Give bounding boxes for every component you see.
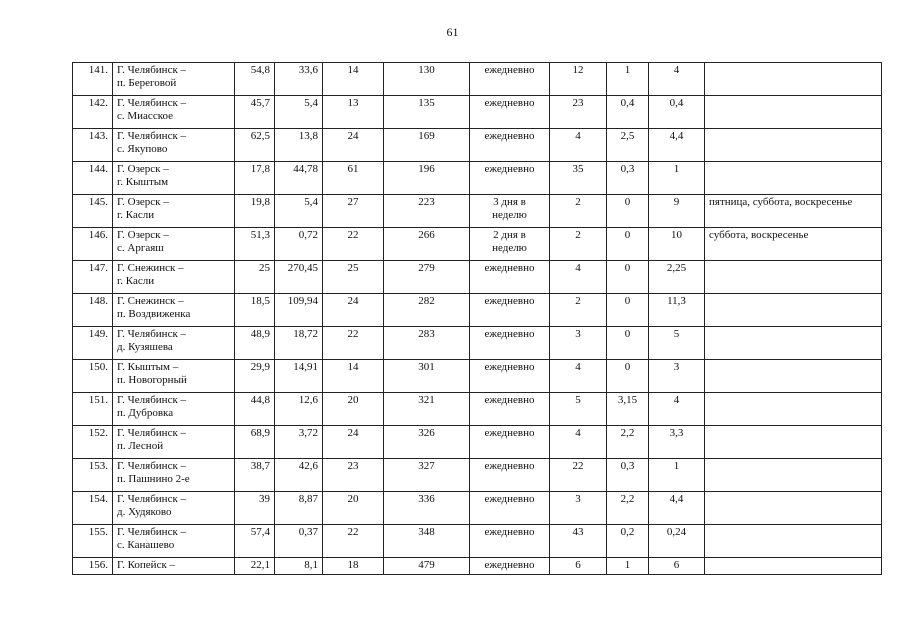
route-number-cell: 150.: [73, 360, 113, 393]
table-row: [73, 195, 882, 228]
route-name-line: п. Лесной: [117, 440, 164, 452]
frequency-cell: [470, 459, 550, 492]
value-c-cell: 1: [649, 459, 705, 492]
route-name-line: п. Воздвиженка: [117, 308, 191, 320]
frequency-line: ежедневно: [484, 493, 535, 505]
note-cell: [705, 294, 882, 327]
route-name-cell: [113, 525, 235, 558]
frequency-cell: [470, 195, 550, 228]
value-a-cell: 35: [550, 162, 607, 195]
frequency-cell: [470, 294, 550, 327]
frequency-line: ежедневно: [484, 163, 535, 175]
code-value-cell: 327: [384, 459, 470, 492]
table-row: [73, 129, 882, 162]
distance-value-cell: 68,9: [235, 426, 275, 459]
route-name-line: д. Кузяшева: [117, 341, 173, 353]
route-name-line: Г. Копейск –: [117, 559, 176, 571]
count-value-cell: 13: [323, 96, 384, 129]
value-c-cell: 11,3: [649, 294, 705, 327]
route-name-line: п. Пашнино 2-е: [117, 473, 190, 485]
secondary-value-cell: 0,72: [275, 228, 323, 261]
code-value-cell: 266: [384, 228, 470, 261]
secondary-value-cell: 270,45: [275, 261, 323, 294]
note-cell: пятница, суббота, воскресенье: [705, 195, 882, 228]
value-a-cell: 4: [550, 261, 607, 294]
route-name-line: Г. Челябинск –: [117, 460, 187, 472]
code-value-cell: 169: [384, 129, 470, 162]
value-b-cell: 3,15: [607, 393, 649, 426]
table-row: [73, 360, 882, 393]
frequency-cell: [470, 393, 550, 426]
route-name-line: п. Дубровка: [117, 407, 174, 419]
frequency-line: ежедневно: [484, 427, 535, 439]
distance-value-cell: 48,9: [235, 327, 275, 360]
table-row: [73, 63, 882, 96]
secondary-value-cell: 44,78: [275, 162, 323, 195]
route-name-cell: [113, 228, 235, 261]
route-name-cell: [113, 129, 235, 162]
distance-value-cell: 19,8: [235, 195, 275, 228]
route-name-line: п. Новогорный: [117, 374, 187, 386]
code-value-cell: 279: [384, 261, 470, 294]
value-c-cell: 4,4: [649, 129, 705, 162]
value-c-cell: 10: [649, 228, 705, 261]
code-value-cell: 348: [384, 525, 470, 558]
value-c-cell: 1: [649, 162, 705, 195]
route-name-line: с. Миасское: [117, 110, 173, 122]
frequency-line: ежедневно: [484, 97, 535, 109]
distance-value-cell: 29,9: [235, 360, 275, 393]
code-value-cell: 336: [384, 492, 470, 525]
route-name-cell: [113, 426, 235, 459]
route-name-line: с. Якупово: [117, 143, 168, 155]
route-number-cell: 145.: [73, 195, 113, 228]
secondary-value-cell: 14,91: [275, 360, 323, 393]
route-name-cell: [113, 393, 235, 426]
note-cell: суббота, воскресенье: [705, 228, 882, 261]
route-name-line: г. Касли: [117, 209, 155, 221]
code-value-cell: 135: [384, 96, 470, 129]
distance-value-cell: 44,8: [235, 393, 275, 426]
route-name-line: Г. Озерск –: [117, 163, 169, 175]
note-cell: [705, 393, 882, 426]
note-cell: [705, 162, 882, 195]
frequency-line: 3 дня в: [493, 196, 526, 208]
distance-value-cell: 22,1: [235, 558, 275, 575]
table-row: [73, 294, 882, 327]
frequency-line: ежедневно: [484, 64, 535, 76]
frequency-line: ежедневно: [484, 559, 535, 571]
count-value-cell: 22: [323, 228, 384, 261]
note-cell: [705, 525, 882, 558]
value-b-cell: 1: [607, 558, 649, 575]
note-cell: [705, 327, 882, 360]
value-a-cell: 12: [550, 63, 607, 96]
frequency-cell: [470, 261, 550, 294]
value-b-cell: 0,4: [607, 96, 649, 129]
frequency-cell: [470, 558, 550, 575]
value-b-cell: 0: [607, 327, 649, 360]
secondary-value-cell: 33,6: [275, 63, 323, 96]
note-cell: [705, 96, 882, 129]
route-name-line: г. Касли: [117, 275, 155, 287]
secondary-value-cell: 42,6: [275, 459, 323, 492]
frequency-cell: [470, 327, 550, 360]
distance-value-cell: 39: [235, 492, 275, 525]
value-a-cell: 6: [550, 558, 607, 575]
secondary-value-cell: 18,72: [275, 327, 323, 360]
route-name-cell: [113, 162, 235, 195]
secondary-value-cell: 109,94: [275, 294, 323, 327]
value-b-cell: 0,3: [607, 162, 649, 195]
secondary-value-cell: 12,6: [275, 393, 323, 426]
route-number-cell: 152.: [73, 426, 113, 459]
distance-value-cell: 62,5: [235, 129, 275, 162]
route-number-cell: 141.: [73, 63, 113, 96]
route-name-line: г. Кыштым: [117, 176, 169, 188]
frequency-cell: [470, 360, 550, 393]
secondary-value-cell: 13,8: [275, 129, 323, 162]
frequency-cell: [470, 492, 550, 525]
table-row: [73, 492, 882, 525]
frequency-line: неделю: [492, 242, 527, 254]
table-row: [73, 96, 882, 129]
route-number-cell: 149.: [73, 327, 113, 360]
value-a-cell: 4: [550, 426, 607, 459]
note-cell: [705, 129, 882, 162]
value-c-cell: 4: [649, 63, 705, 96]
value-a-cell: 43: [550, 525, 607, 558]
frequency-line: ежедневно: [484, 361, 535, 373]
count-value-cell: 18: [323, 558, 384, 575]
table-row: [73, 459, 882, 492]
route-name-cell: [113, 492, 235, 525]
route-number-cell: 155.: [73, 525, 113, 558]
route-name-cell: [113, 360, 235, 393]
secondary-value-cell: 3,72: [275, 426, 323, 459]
note-cell: [705, 261, 882, 294]
note-cell: [705, 459, 882, 492]
note-cell: [705, 63, 882, 96]
code-value-cell: 301: [384, 360, 470, 393]
count-value-cell: 25: [323, 261, 384, 294]
count-value-cell: 24: [323, 426, 384, 459]
value-c-cell: 3,3: [649, 426, 705, 459]
table-row: [73, 261, 882, 294]
frequency-cell: [470, 228, 550, 261]
route-name-line: с. Канашево: [117, 539, 175, 551]
frequency-line: ежедневно: [484, 295, 535, 307]
distance-value-cell: 25: [235, 261, 275, 294]
frequency-line: ежедневно: [484, 328, 535, 340]
value-b-cell: 2,2: [607, 426, 649, 459]
route-name-cell: [113, 96, 235, 129]
table-row: [73, 558, 882, 575]
distance-value-cell: 57,4: [235, 525, 275, 558]
frequency-cell: [470, 96, 550, 129]
route-number-cell: 148.: [73, 294, 113, 327]
value-b-cell: 1: [607, 63, 649, 96]
routes-table-body: [73, 63, 882, 575]
value-b-cell: 0: [607, 195, 649, 228]
frequency-cell: [470, 162, 550, 195]
frequency-cell: [470, 426, 550, 459]
count-value-cell: 24: [323, 129, 384, 162]
frequency-line: ежедневно: [484, 394, 535, 406]
count-value-cell: 14: [323, 63, 384, 96]
count-value-cell: 22: [323, 525, 384, 558]
value-c-cell: 0,24: [649, 525, 705, 558]
route-name-line: Г. Челябинск –: [117, 493, 187, 505]
count-value-cell: 61: [323, 162, 384, 195]
route-number-cell: 154.: [73, 492, 113, 525]
route-name-line: Г. Челябинск –: [117, 97, 187, 109]
secondary-value-cell: 8,1: [275, 558, 323, 575]
route-name-line: д. Худяково: [117, 506, 172, 518]
code-value-cell: 321: [384, 393, 470, 426]
route-name-cell: [113, 294, 235, 327]
route-name-cell: [113, 558, 235, 575]
route-name-line: Г. Челябинск –: [117, 130, 187, 142]
distance-value-cell: 18,5: [235, 294, 275, 327]
secondary-value-cell: 8,87: [275, 492, 323, 525]
value-b-cell: 2,2: [607, 492, 649, 525]
value-a-cell: 4: [550, 360, 607, 393]
route-name-line: Г. Озерск –: [117, 229, 169, 241]
code-value-cell: 196: [384, 162, 470, 195]
frequency-cell: [470, 129, 550, 162]
route-name-line: Г. Снежинск –: [117, 262, 184, 274]
count-value-cell: 27: [323, 195, 384, 228]
code-value-cell: 479: [384, 558, 470, 575]
table-row: [73, 327, 882, 360]
value-a-cell: 5: [550, 393, 607, 426]
code-value-cell: 130: [384, 63, 470, 96]
route-number-cell: 146.: [73, 228, 113, 261]
route-name-cell: [113, 63, 235, 96]
route-name-line: Г. Челябинск –: [117, 328, 187, 340]
distance-value-cell: 38,7: [235, 459, 275, 492]
count-value-cell: 23: [323, 459, 384, 492]
route-number-cell: 144.: [73, 162, 113, 195]
table-row: [73, 525, 882, 558]
value-c-cell: 0,4: [649, 96, 705, 129]
route-number-cell: 142.: [73, 96, 113, 129]
route-name-line: Г. Снежинск –: [117, 295, 184, 307]
route-number-cell: 156.: [73, 558, 113, 575]
note-cell: [705, 426, 882, 459]
routes-table: [72, 62, 882, 575]
route-name-line: Г. Озерск –: [117, 196, 169, 208]
value-c-cell: 9: [649, 195, 705, 228]
frequency-line: ежедневно: [484, 460, 535, 472]
route-name-cell: [113, 327, 235, 360]
route-name-cell: [113, 195, 235, 228]
value-a-cell: 3: [550, 327, 607, 360]
value-a-cell: 2: [550, 228, 607, 261]
frequency-line: ежедневно: [484, 262, 535, 274]
frequency-cell: [470, 63, 550, 96]
value-c-cell: 5: [649, 327, 705, 360]
table-row: [73, 426, 882, 459]
table-row: [73, 162, 882, 195]
frequency-line: 2 дня в: [493, 229, 526, 241]
frequency-line: ежедневно: [484, 130, 535, 142]
route-number-cell: 153.: [73, 459, 113, 492]
count-value-cell: 14: [323, 360, 384, 393]
route-number-cell: 147.: [73, 261, 113, 294]
code-value-cell: 326: [384, 426, 470, 459]
value-b-cell: 0: [607, 261, 649, 294]
count-value-cell: 20: [323, 393, 384, 426]
value-a-cell: 4: [550, 129, 607, 162]
route-number-cell: 151.: [73, 393, 113, 426]
note-cell: [705, 360, 882, 393]
frequency-line: неделю: [492, 209, 527, 221]
route-name-line: п. Береговой: [117, 77, 177, 89]
value-b-cell: 2,5: [607, 129, 649, 162]
frequency-cell: [470, 525, 550, 558]
value-b-cell: 0,2: [607, 525, 649, 558]
value-c-cell: 6: [649, 558, 705, 575]
value-a-cell: 23: [550, 96, 607, 129]
route-name-line: с. Аргаяш: [117, 242, 164, 254]
note-cell: [705, 558, 882, 575]
value-a-cell: 3: [550, 492, 607, 525]
frequency-line: ежедневно: [484, 526, 535, 538]
code-value-cell: 223: [384, 195, 470, 228]
secondary-value-cell: 5,4: [275, 96, 323, 129]
value-b-cell: 0,3: [607, 459, 649, 492]
route-name-cell: [113, 261, 235, 294]
count-value-cell: 24: [323, 294, 384, 327]
value-c-cell: 3: [649, 360, 705, 393]
route-name-line: Г. Кыштым –: [117, 361, 179, 373]
route-name-line: Г. Челябинск –: [117, 394, 187, 406]
value-c-cell: 2,25: [649, 261, 705, 294]
value-a-cell: 22: [550, 459, 607, 492]
value-b-cell: 0: [607, 360, 649, 393]
distance-value-cell: 54,8: [235, 63, 275, 96]
value-c-cell: 4,4: [649, 492, 705, 525]
value-a-cell: 2: [550, 195, 607, 228]
table-row: [73, 393, 882, 426]
code-value-cell: 283: [384, 327, 470, 360]
distance-value-cell: 45,7: [235, 96, 275, 129]
route-name-line: Г. Челябинск –: [117, 64, 187, 76]
value-b-cell: 0: [607, 294, 649, 327]
secondary-value-cell: 5,4: [275, 195, 323, 228]
distance-value-cell: 17,8: [235, 162, 275, 195]
value-c-cell: 4: [649, 393, 705, 426]
value-a-cell: 2: [550, 294, 607, 327]
count-value-cell: 22: [323, 327, 384, 360]
note-cell: [705, 492, 882, 525]
secondary-value-cell: 0,37: [275, 525, 323, 558]
route-number-cell: 143.: [73, 129, 113, 162]
route-name-cell: [113, 459, 235, 492]
count-value-cell: 20: [323, 492, 384, 525]
page-number: 61: [446, 25, 459, 39]
value-b-cell: 0: [607, 228, 649, 261]
route-name-line: Г. Челябинск –: [117, 526, 187, 538]
code-value-cell: 282: [384, 294, 470, 327]
distance-value-cell: 51,3: [235, 228, 275, 261]
table-row: [73, 228, 882, 261]
route-name-line: Г. Челябинск –: [117, 427, 187, 439]
